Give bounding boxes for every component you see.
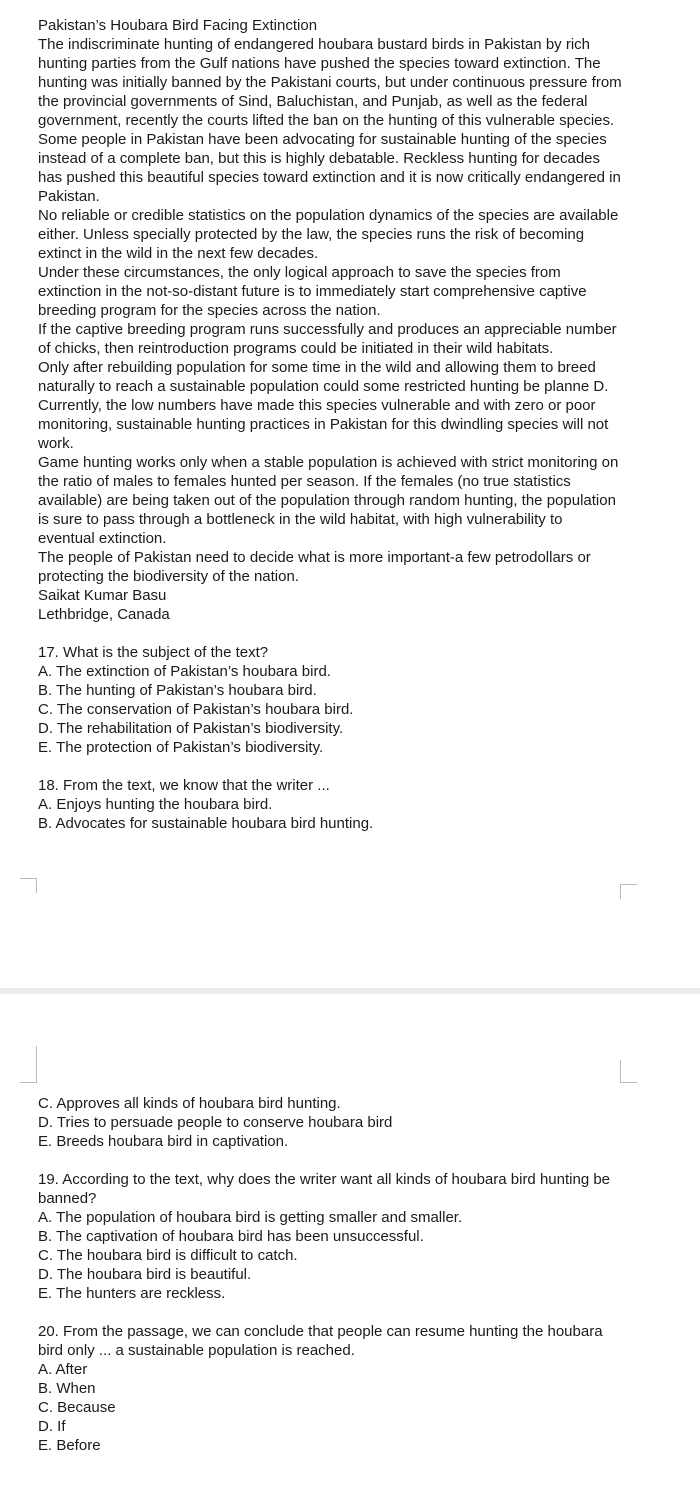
question-20-option-c: C. Because xyxy=(38,1399,116,1416)
paragraph-3: No reliable or credible statistics on the population dynamics of the species are available either. Unless specially protected by the law, the species runs the risk of becoming extinct in the wild in the next few decades. xyxy=(38,207,619,262)
question-17-option-a: A. The extinction of Pakistan’s houbara bird. xyxy=(38,663,331,680)
paragraph-8: The people of Pakistan need to decide what is more important-a few petrodollars or protecting the biodiversity of the nation. xyxy=(38,549,591,585)
spacer xyxy=(38,1151,623,1170)
paragraph-7: Game hunting works only when a stable population is achieved with strict monitoring on the ratio of males to females hunted per season. If the females (no true statistics available) are being taken out of the population through random hunting, the population is sure to pass through a bottleneck in the wild habitat, with high vulnerability to eventual extinction. xyxy=(38,454,619,547)
question-20-option-a: A. After xyxy=(38,1361,88,1378)
question-18-option-e: E. Breeds houbara bird in captivation. xyxy=(38,1133,289,1150)
paragraph-5: If the captive breeding program runs successfully and produces an appreciable number of chicks, then reintroduction programs could be initiated in their wild habitats. xyxy=(38,321,617,357)
question-19-option-d: D. The houbara bird is beautiful. xyxy=(38,1266,252,1283)
spacer xyxy=(38,757,623,776)
question-18-part-2 xyxy=(38,1094,623,1151)
question-17-option-e: E. The protection of Pakistan’s biodiversity. xyxy=(38,739,324,756)
spacer xyxy=(38,1303,623,1322)
question-18-option-d: D. Tries to persuade people to conserve houbara bird xyxy=(38,1114,393,1131)
question-17 xyxy=(38,643,623,757)
question-17-option-c: C. The conservation of Pakistan’s houbara bird. xyxy=(38,701,354,718)
spacer xyxy=(38,624,623,643)
question-20-text: 20. From the passage, we can conclude that people can resume hunting the houbara bird only ... a sustainable population is reached. xyxy=(38,1323,603,1359)
page-two-content xyxy=(38,1094,623,1455)
question-20-option-e: E. Before xyxy=(38,1437,101,1454)
page-corner-mark xyxy=(620,884,637,899)
question-19-option-a: A. The population of houbara bird is getting smaller and smaller. xyxy=(38,1209,463,1226)
question-19-option-e: E. The hunters are reckless. xyxy=(38,1285,226,1302)
question-18-text: 18. From the text, we know that the writer ... xyxy=(38,777,330,794)
question-19 xyxy=(38,1170,623,1303)
paragraph-2: Some people in Pakistan have been advocating for sustainable hunting of the species instead of a complete ban, but this is highly debatable. Reckless hunting for decades has pushed this beautiful species toward extinction and it is now critically endangered in Pakistan. xyxy=(38,131,621,205)
paragraph-6: Only after rebuilding population for some time in the wild and allowing them to breed naturally to reach a sustainable population could some restricted hunting be planne D. Currently, the low numbers have made this species vulnerable and with zero or poor monitoring, sustainable hunting practices in Pakistan for this dwindling species will not work. xyxy=(38,359,609,452)
paragraph-4: Under these circumstances, the only logical approach to save the species from extinction in the not-so-distant future is to immediately start comprehensive captive breeding program for the species across the nation. xyxy=(38,264,587,319)
author-name: Saikat Kumar Basu xyxy=(38,587,167,604)
question-18-option-c: C. Approves all kinds of houbara bird hunting. xyxy=(38,1095,341,1112)
page-corner-mark xyxy=(620,1060,637,1083)
author-location: Lethbridge, Canada xyxy=(38,606,170,623)
page-corner-mark xyxy=(20,878,37,893)
question-20-option-d: D. If xyxy=(38,1418,66,1435)
paragraph-1: The indiscriminate hunting of endangered houbara bustard birds in Pakistan by rich hunting parties from the Gulf nations have pushed the species toward extinction. The hunting was initially banned by the Pakistani courts, but under continuous pressure from the provincial governments of Sind, Baluchistan, and Punjab, as well as the federal government, recently the courts lifted the ban on the hunting of this vulnerable species. xyxy=(38,36,622,129)
question-20-option-b: B. When xyxy=(38,1380,96,1397)
question-18-option-b: B. Advocates for sustainable houbara bird hunting. xyxy=(38,815,374,832)
question-19-text: 19. According to the text, why does the writer want all kinds of houbara bird hunting be banned? xyxy=(38,1171,611,1207)
article-title: Pakistan’s Houbara Bird Facing Extinction xyxy=(38,17,318,34)
question-17-option-d: D. The rehabilitation of Pakistan’s biodiversity. xyxy=(38,720,344,737)
question-17-option-b: B. The hunting of Pakistan’s houbara bird. xyxy=(38,682,317,699)
question-17-text: 17. What is the subject of the text? xyxy=(38,644,269,661)
question-19-option-c: C. The houbara bird is difficult to catch. xyxy=(38,1247,298,1264)
question-18-part-1 xyxy=(38,776,623,833)
question-19-option-b: B. The captivation of houbara bird has been unsuccessful. xyxy=(38,1228,424,1245)
page-corner-mark xyxy=(20,1046,37,1083)
page-one-content xyxy=(38,16,623,833)
question-18-option-a: A. Enjoys hunting the houbara bird. xyxy=(38,796,273,813)
question-20 xyxy=(38,1322,623,1455)
page-two xyxy=(0,994,700,1494)
